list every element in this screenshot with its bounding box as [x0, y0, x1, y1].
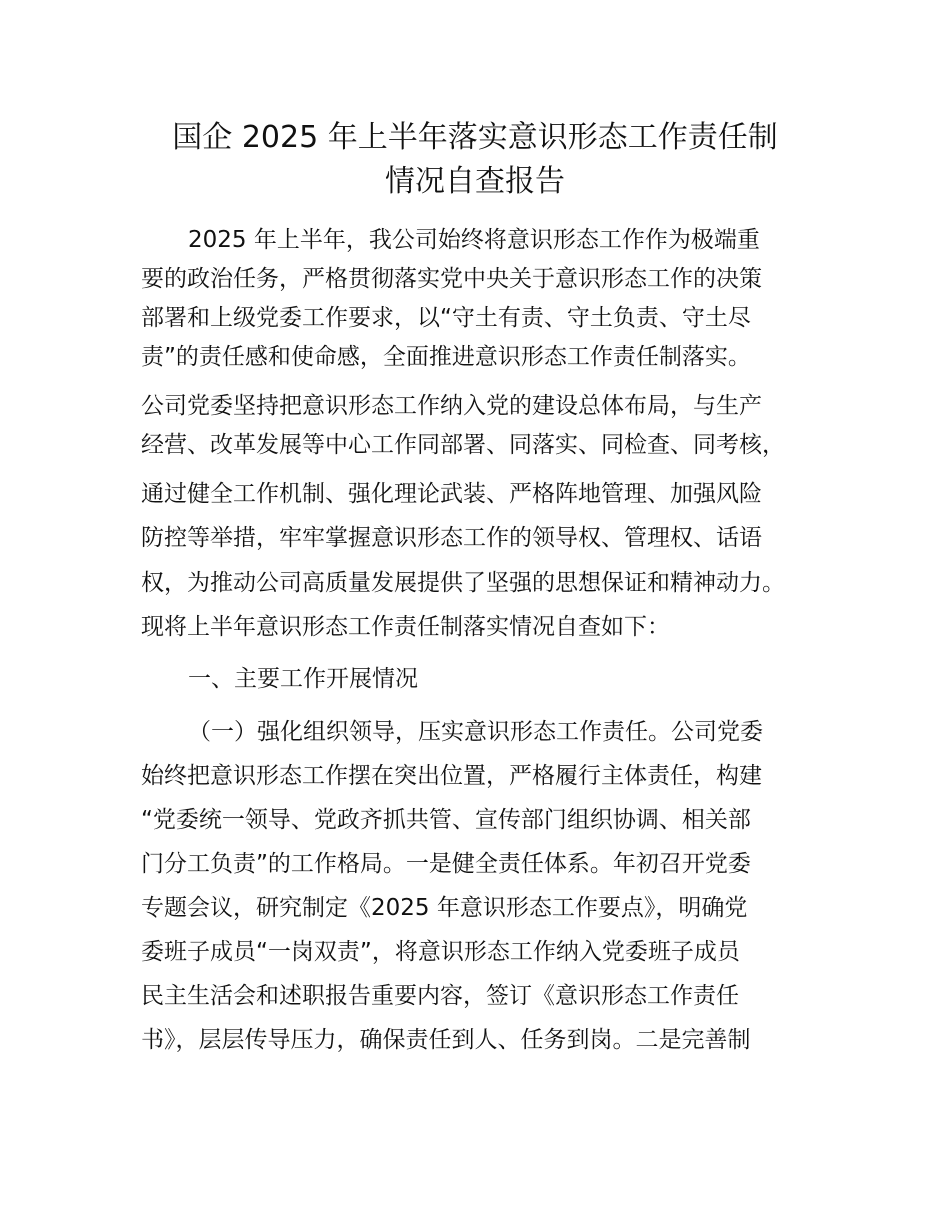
paragraph-1-line-1: 2025 年上半年，我公司始终将意识形态工作作为极端重 — [188, 227, 760, 253]
paragraph-1-line-4: 责”的责任感和使命感，全面推进意识形态工作责任制落实。 — [141, 344, 751, 370]
paragraph-1-line-9: 权，为推动公司高质量发展提供了坚强的思想保证和精神动力。 — [141, 570, 785, 596]
paragraph-1-line-6: 经营、改革发展等中心工作同部署、同落实、同检查、同考核， — [141, 432, 785, 458]
paragraph-1-line-2: 要的政治任务，严格贯彻落实党中央关于意识形态工作的决策 — [141, 266, 762, 292]
section-heading-1: 一、主要工作开展情况 — [188, 666, 418, 692]
paragraph-2-line-6: 委班子成员“一岗双责”，将意识形态工作纳入党委班子成员 — [141, 939, 740, 965]
paragraph-2-line-3: “党委统一领导、党政齐抓共管、宣传部门组织协调、相关部 — [141, 807, 751, 833]
paragraph-1-line-3: 部署和上级党委工作要求，以“守土有责、守土负责、守土尽 — [141, 305, 751, 331]
paragraph-1-line-5: 公司党委坚持把意识形态工作纳入党的建设总体布局，与生产 — [141, 393, 762, 419]
document-title-line-1: 国企 2025 年上半年落实意识形态工作责任制 — [172, 120, 778, 155]
paragraph-2-line-1: （一）强化组织领导，压实意识形态工作责任。公司党委 — [188, 719, 763, 745]
paragraph-2-line-7: 民主生活会和述职报告重要内容，签订《意识形态工作责任 — [141, 983, 739, 1009]
paragraph-1-line-10: 现将上半年意识形态工作责任制落实情况自查如下： — [141, 614, 670, 640]
paragraph-2-line-8: 书》，层层传导压力，确保责任到人、任务到岗。二是完善制 — [141, 1027, 751, 1053]
paragraph-2-line-2: 始终把意识形态工作摆在突出位置，严格履行主体责任，构建 — [141, 763, 762, 789]
paragraph-2-line-4: 门分工负责”的工作格局。一是健全责任体系。年初召开党委 — [141, 851, 751, 877]
paragraph-1-line-8: 防控等举措，牢牢掌握意识形态工作的领导权、管理权、话语 — [141, 525, 762, 551]
paragraph-1-line-7: 通过健全工作机制、强化理论武装、严格阵地管理、加强风险 — [141, 481, 762, 507]
document-title-line-2: 情况自查报告 — [385, 164, 565, 199]
paragraph-2-line-5: 专题会议，研究制定《2025 年意识形态工作要点》，明确党 — [141, 895, 748, 921]
